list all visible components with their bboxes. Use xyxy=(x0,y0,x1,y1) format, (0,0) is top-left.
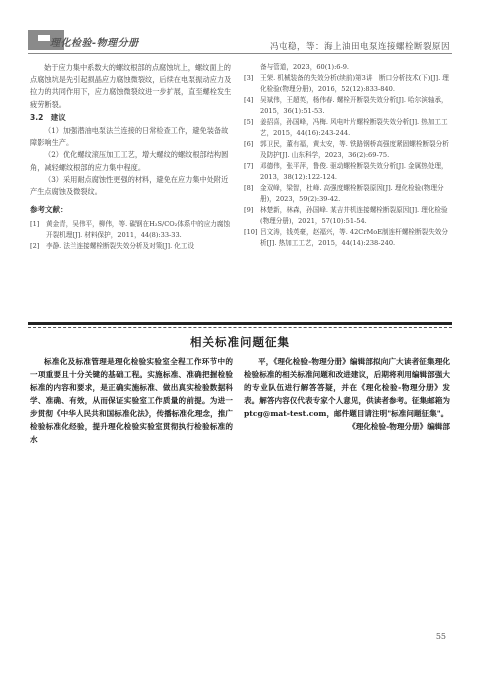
header-rule xyxy=(28,53,452,54)
notice-top-rule xyxy=(28,322,452,325)
reference-text: 吴斌伟，王超英，杨伟春. 螺栓开断裂失效分析[J]. 哈尔滨轴承，2015，36(1):51-53. xyxy=(260,96,448,115)
reference-text: 吕文涛，钱英豪，赵福兴，等. 42CrMoE制连杆螺栓断裂失效分析[J]. 热加工工艺，2015，44(14):238-240. xyxy=(260,228,448,247)
reference-item xyxy=(244,139,450,161)
reference-item xyxy=(30,241,233,252)
notice-left-text: 标准化及标准管理是理化检验实验室全程工作环节中的一项重要且十分关键的基础工程。实施标准、准确把握检验标准的内容和要求，是正确实施标准、做出真实检验数据科学、准确、有效，从而保证实验室工作质量的前提。为进一步贯彻《中华人民共和国标准化法》，传播标准化理念，推广检验标准化经验，提升理化检验实验室贯彻执行检验标准的水 xyxy=(30,357,233,444)
notice-dashed-rule xyxy=(28,327,452,328)
reference-text: 姜招喜，孙国峰，冯梅. 风电叶片螺栓断裂失效分析[J]. 热加工工艺，2015，44(16):243-244. xyxy=(260,118,448,137)
reference-item xyxy=(244,62,450,73)
reference-text: 邓德伟，张平萍，鲁俊. 驱动螺栓断裂失效分析[J]. 金属热处理，2013，38(12):122-124. xyxy=(260,162,448,181)
reference-item xyxy=(244,117,450,139)
reference-number: [1] xyxy=(30,220,40,229)
reference-item xyxy=(244,227,450,249)
reference-item xyxy=(244,73,450,95)
reference-text: 黄金青，吴伟平，柳伟，等. 碳钢在H₂S/CO₂体系中的应力腐蚀开裂机理[J]. 材料保护，2011，44(8):33-33. xyxy=(46,220,231,240)
reference-number: [9] xyxy=(244,206,254,214)
reference-text: 林楚新，林森，孙国峰. 某吉井机连接螺栓断裂原因[J]. 理化检验(物理分册)，2021，57(10):51-54. xyxy=(260,206,448,225)
reference-text: 李静. 法兰连接螺栓断裂失效分析及对策[J]. 化工设 xyxy=(46,242,195,251)
notice-right-text: 平，《理化检验-物理分册》编辑部拟向广大读者征集理化检验标准的相关标准问题和改进建议，后期将利用编辑部强大的专业队伍进行解答答疑，并在《理化检验-物理分册》发表。解答内容仅代表专家个人意见，供读者参考。征集邮箱为 ptcg@mat-test.com，邮件题目请注明"标准问题征集"。 xyxy=(244,357,450,418)
reference-item xyxy=(244,205,450,227)
page-number: 55 xyxy=(435,632,446,641)
suggestion-1: （1）加强潜油电泵法兰连接的日常检查工作，避免装备故障影响生产。 xyxy=(30,126,229,148)
reference-number: [3] xyxy=(244,74,254,82)
section-heading: 3.2 建议 xyxy=(30,112,66,122)
page-header xyxy=(0,0,480,58)
reference-text: 备与管道，2023，60(1):6-9. xyxy=(260,63,350,71)
reference-text: 王荣. 机械装备的失效分析(续前)第3讲 断口分析技术(下)[J]. 理化检验(物理分册)，2016，52(12):833-840. xyxy=(260,74,449,93)
notice-right-column xyxy=(244,355,450,433)
references-heading: 参考文献： xyxy=(30,205,68,215)
notice-signature: 《理化检验-物理分册》编辑部 xyxy=(348,422,450,431)
reference-number: [8] xyxy=(244,184,254,192)
running-title: 冯屯稳，等：海上油田电泵连接螺栓断裂原因 xyxy=(269,42,450,52)
journal-name: 理化检验-物理分册 xyxy=(50,38,139,49)
reference-text: 郭卫民，董有福，黄太安，等. 铁路钢桥高强度紧固螺栓断裂分析及防护[J]. 山东科学，2023，36(2):69-75. xyxy=(260,140,449,159)
conclusion-paragraph: 始于应力集中系数大的螺纹根部的点腐蚀坑上，螺纹面上的点腐蚀坑是先引起损晶应力腐蚀微裂纹，后续在电泵振动应力及拉力的共同作用下，应力腐蚀微裂纹进一步扩展，直至螺栓发生疲劳断裂。 xyxy=(30,63,232,109)
reference-number: [4] xyxy=(244,96,254,104)
reference-item xyxy=(244,95,450,117)
reference-number: [2] xyxy=(30,242,40,251)
notice-left-column xyxy=(30,355,233,446)
reference-number: [10] xyxy=(244,228,258,236)
reference-number: [6] xyxy=(244,140,254,148)
reference-item xyxy=(30,219,233,241)
reference-number: [5] xyxy=(244,118,254,126)
reference-item xyxy=(244,161,450,183)
reference-number: [7] xyxy=(244,162,254,170)
suggestion-3: （3）采用耐点腐蚀性更强的材料，避免在应力集中处附近产生点腐蚀及微裂纹。 xyxy=(30,174,229,197)
reference-number xyxy=(244,62,260,73)
reference-item xyxy=(244,183,450,205)
suggestion-2: （2）优化螺纹滚压加工工艺，增大螺纹的螺纹根部结构圆角，减轻螺纹根部的应力集中程度。 xyxy=(30,150,229,172)
right-column xyxy=(244,62,450,249)
reference-text: 金双峰，梁智，杜峰. 高强度螺栓断裂原因[J]. 理化检验(物理分册)，2023，59(2):39-42. xyxy=(260,184,444,203)
left-column xyxy=(30,62,233,252)
notice-title: 相关标准问题征集 xyxy=(190,335,290,349)
